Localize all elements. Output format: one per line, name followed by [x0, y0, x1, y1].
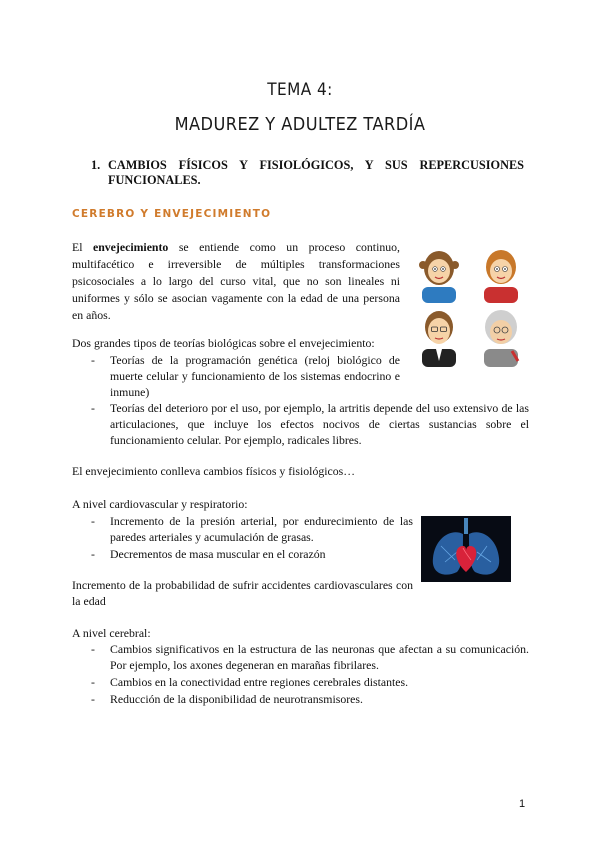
paragraph-rest: se entiende como un proceso continuo, multifacético e irreversible de múltiples transformaciones psicosociales a lo largo del curso vital, que no son lineales ni uniformes y sólo se asocian vagamente con la edad de una persona en años.	[72, 240, 401, 322]
cardio-list	[91, 513, 413, 563]
keyword-envejecimiento: envejecimiento	[92, 240, 169, 254]
summary-text: El envejecimiento conlleva cambios físicos y fisiológicos…	[72, 464, 356, 478]
theories-list-2	[91, 400, 529, 449]
page-number: 1	[519, 798, 526, 810]
section-title: CAMBIOS FÍSICOS Y FISIOLÓGICOS, Y SUS REPERCUSIONES FUNCIONALES.	[108, 158, 524, 187]
document-title-line1: TEMA 4:	[267, 80, 333, 100]
adult-woman-face-icon	[484, 250, 518, 303]
theories-list	[91, 352, 400, 401]
cardio-intro: A nivel cardiovascular y respiratorio:	[72, 497, 248, 511]
list-item: - Reducción de la disponibilidad de neurotransmisores.	[91, 691, 529, 707]
list-item: - Teorías del deterioro por el uso, por ejemplo, la artritis depende del uso extensivo de las articulaciones, que incluye los efectos nocivos de ciertas sustancias sobre el funcionamiento celular. Por ejemplo, radicales libres.	[91, 400, 529, 448]
cerebral-intro: A nivel cerebral:	[72, 626, 151, 640]
subsection-heading: CEREBRO Y ENVEJECIMIENTO	[72, 208, 272, 220]
list-item: - Incremento de la presión arterial, por endurecimiento de las paredes arteriales y acumulación de grasas.	[91, 513, 413, 545]
list-item: - Teorías de la programación genética (reloj biológico de muerte celular y funcionamiento de los sistemas endocrino e inmune)	[91, 352, 400, 400]
elderly-woman-face-icon	[484, 310, 518, 367]
list-item: - Cambios significativos en la estructura de las neuronas que afectan a su comunicación. Por ejemplo, los axones degeneran en marañas fibrilares.	[91, 641, 529, 673]
young-girl-face-icon	[419, 251, 459, 303]
lungs-heart-illustration	[421, 516, 511, 582]
paragraph-definition	[72, 239, 400, 324]
paragraph-prefix: El	[72, 240, 93, 254]
list-item: - Cambios en la conectividad entre regiones cerebrales distantes.	[91, 674, 529, 690]
aging-faces-illustration	[408, 243, 532, 367]
document-title-line2: MADUREZ Y ADULTEZ TARDÍA	[174, 114, 426, 135]
cardio-note: Incremento de la probabilidad de sufrir accidentes cardiovasculares con la edad	[72, 578, 413, 608]
adult-man-face-icon	[422, 311, 456, 367]
list-item: - Decrementos de masa muscular en el corazón	[91, 546, 413, 562]
cerebral-list	[91, 641, 529, 708]
theories-intro: Dos grandes tipos de teorías biológicas sobre el envejecimiento:	[72, 336, 375, 350]
section-heading	[91, 158, 524, 188]
section-number: 1.	[91, 158, 101, 172]
